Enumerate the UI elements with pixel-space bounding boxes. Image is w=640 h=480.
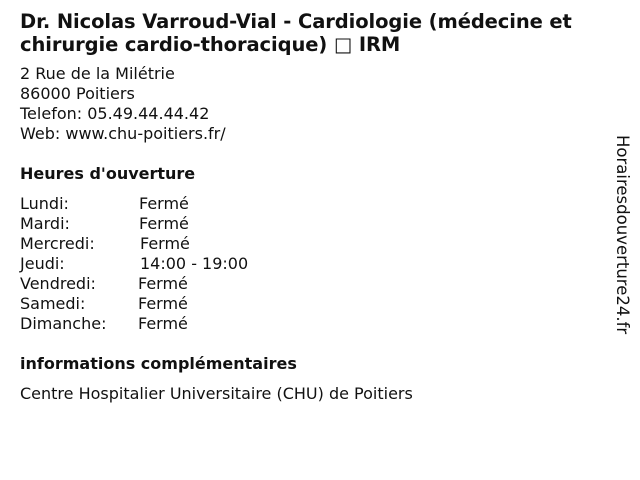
day-hours: Fermé xyxy=(139,214,189,233)
phone-number: Telefon: 05.49.44.44.42 xyxy=(20,104,210,123)
day-label: Mercredi: xyxy=(20,234,95,253)
additional-info-text: Centre Hospitalier Universitaire (CHU) de Poitiers xyxy=(20,384,413,403)
day-label: Lundi: xyxy=(20,194,69,213)
day-hours: Fermé xyxy=(138,294,188,313)
additional-info-heading: informations complémentaires xyxy=(20,354,297,373)
opening-hours-heading: Heures d'ouverture xyxy=(20,164,196,183)
city: 86000 Poitiers xyxy=(20,84,135,103)
site-watermark: Horairesdouverture24.fr xyxy=(613,135,632,335)
day-hours: Fermé xyxy=(140,234,190,253)
day-label: Mardi: xyxy=(20,214,70,233)
day-hours: Fermé xyxy=(138,314,188,333)
day-label: Samedi: xyxy=(20,294,86,313)
website: Web: www.chu-poitiers.fr/ xyxy=(20,124,226,143)
day-label: Vendredi: xyxy=(20,274,96,293)
day-hours: 14:00 - 19:00 xyxy=(140,254,249,273)
address-block xyxy=(20,64,226,144)
page-title: Dr. Nicolas Varroud-Vial - Cardiologie (médecine et chirurgie cardio-thoracique) □ IRM xyxy=(20,10,572,56)
day-hours: Fermé xyxy=(139,194,189,213)
day-label: Dimanche: xyxy=(20,314,107,333)
street-address: 2 Rue de la Milétrie xyxy=(20,64,175,83)
day-hours: Fermé xyxy=(138,274,188,293)
day-label: Jeudi: xyxy=(20,254,65,273)
